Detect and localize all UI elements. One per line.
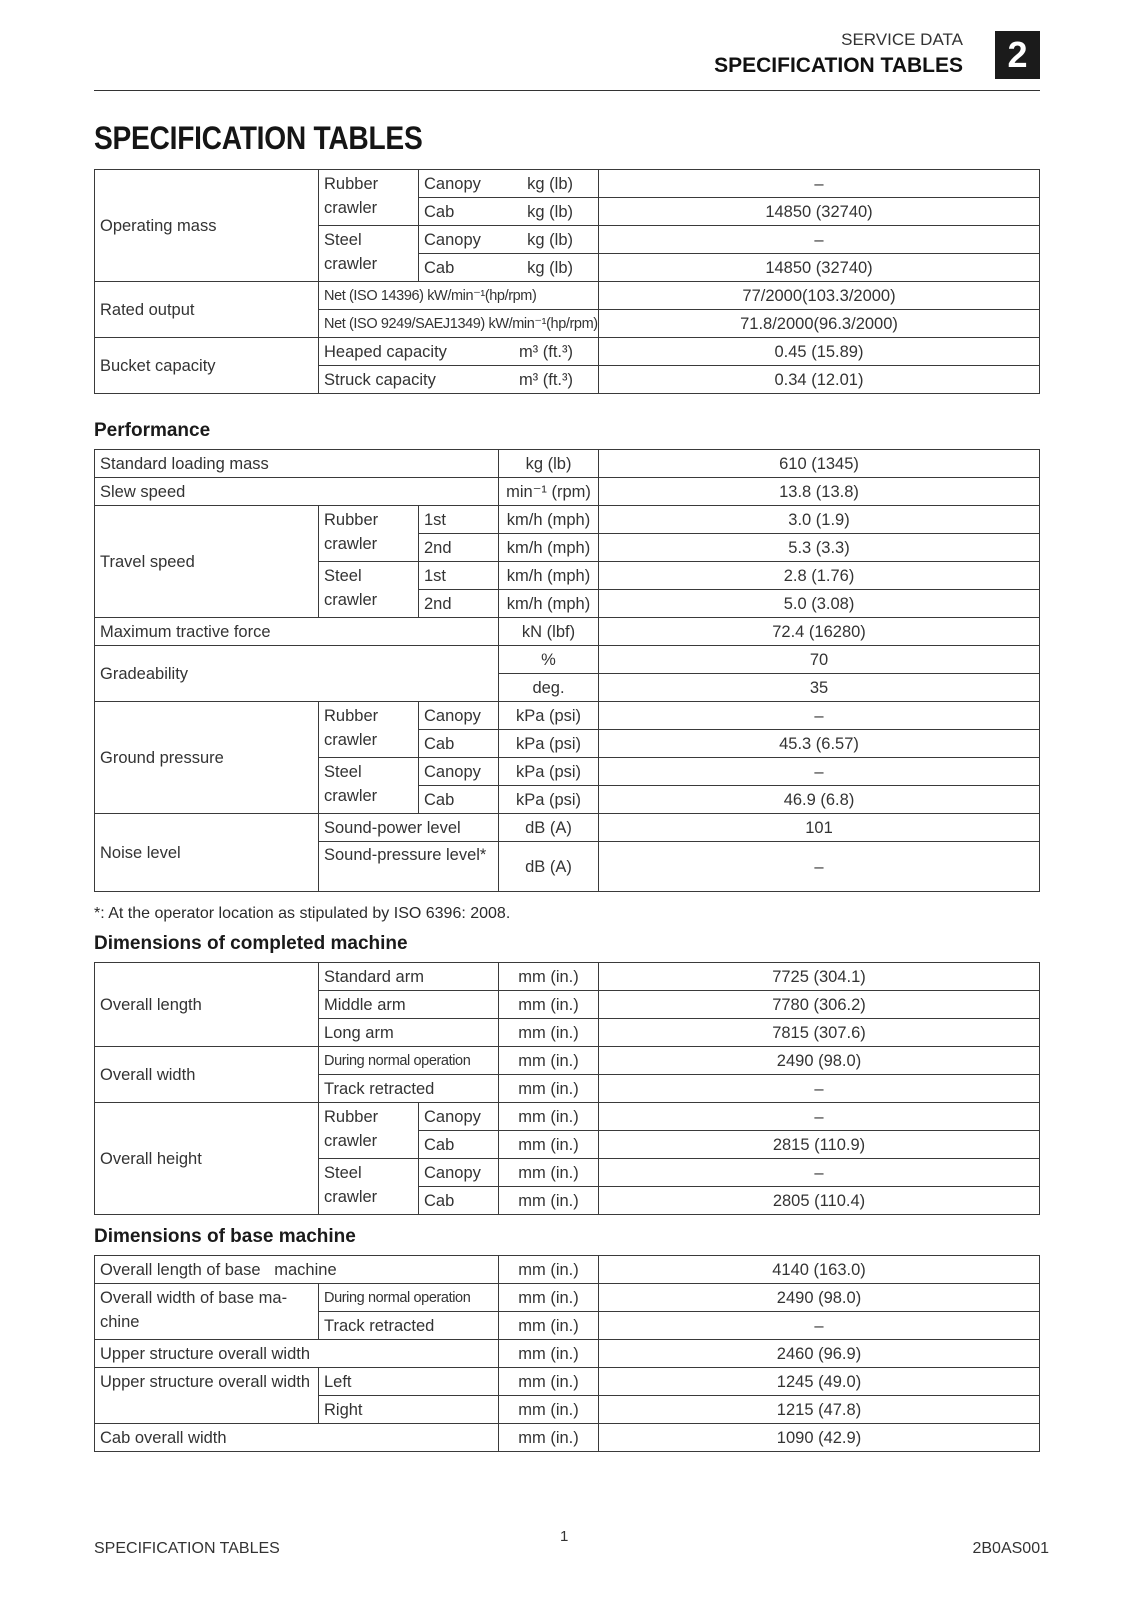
cab-unit-cell: Cab kg (lb) bbox=[419, 254, 599, 282]
width-normal-value: 2490 (98.0) bbox=[599, 1047, 1040, 1075]
width-base-normal-value: 2490 (98.0) bbox=[599, 1284, 1040, 1312]
right-label: Right bbox=[319, 1396, 499, 1424]
rubber-crawler-label: Rubber crawler bbox=[319, 702, 419, 758]
length-base-value: 4140 (163.0) bbox=[599, 1256, 1040, 1284]
operating-mass-label: Operating mass bbox=[95, 170, 319, 282]
mass-steel-canopy-value: – bbox=[599, 226, 1040, 254]
canopy-label: Canopy bbox=[419, 758, 499, 786]
page-number: 1 bbox=[560, 1528, 569, 1545]
struck-capacity-cell: Struck capacity m³ (ft.³) bbox=[319, 366, 599, 394]
header-section-title: SPECIFICATION TABLES bbox=[714, 54, 963, 77]
dims-completed-heading: Dimensions of completed machine bbox=[94, 933, 408, 954]
steel-crawler-label: Steel crawler bbox=[319, 758, 419, 814]
track-retracted-label: Track retracted bbox=[319, 1312, 499, 1340]
during-normal-label: During normal operation bbox=[319, 1284, 499, 1312]
steel-crawler-label: Steel crawler bbox=[319, 562, 419, 618]
unit-cell: kPa (psi) bbox=[499, 758, 599, 786]
width-retracted-value: – bbox=[599, 1075, 1040, 1103]
gp-steel-cab-value: 46.9 (6.8) bbox=[599, 786, 1040, 814]
travel-rubber-1st-value: 3.0 (1.9) bbox=[599, 506, 1040, 534]
rubber-crawler-label: Rubber crawler bbox=[319, 1103, 419, 1159]
sound-pressure-label: Sound-pressure level* bbox=[319, 842, 499, 892]
unit-cell: min⁻¹ (rpm) bbox=[499, 478, 599, 506]
slew-speed-value: 13.8 (13.8) bbox=[599, 478, 1040, 506]
cab-unit-cell: Cab kg (lb) bbox=[419, 198, 599, 226]
travel-steel-1st-value: 2.8 (1.76) bbox=[599, 562, 1040, 590]
rubber-crawler-label: Rubber crawler bbox=[319, 506, 419, 562]
unit-cell: mm (in.) bbox=[499, 1424, 599, 1452]
middle-arm-label: Middle arm bbox=[319, 991, 499, 1019]
during-normal-label: During normal operation bbox=[319, 1047, 499, 1075]
unit-cell: mm (in.) bbox=[499, 1047, 599, 1075]
upper-structure-width-label: Upper structure overall width bbox=[95, 1340, 499, 1368]
rated-output-label: Rated output bbox=[95, 282, 319, 338]
output-iso9249-value: 71.8/2000(96.3/2000) bbox=[599, 310, 1040, 338]
travel-speed-label: Travel speed bbox=[95, 506, 319, 618]
width-base-retracted-value: – bbox=[599, 1312, 1040, 1340]
output-iso14396-value: 77/2000(103.3/2000) bbox=[599, 282, 1040, 310]
unit-cell: kPa (psi) bbox=[499, 730, 599, 758]
max-tractive-force-value: 72.4 (16280) bbox=[599, 618, 1040, 646]
unit-cell: mm (in.) bbox=[499, 1284, 599, 1312]
header-category: SERVICE DATA bbox=[841, 30, 963, 49]
canopy-label: Canopy bbox=[419, 702, 499, 730]
std-loading-mass-label: Standard loading mass bbox=[95, 450, 499, 478]
struck-capacity-value: 0.34 (12.01) bbox=[599, 366, 1040, 394]
track-retracted-label: Track retracted bbox=[319, 1075, 499, 1103]
unit-cell: mm (in.) bbox=[499, 1368, 599, 1396]
performance-table bbox=[94, 449, 1040, 892]
long-arm-label: Long arm bbox=[319, 1019, 499, 1047]
dims-completed-table bbox=[94, 962, 1040, 1215]
header-divider bbox=[94, 90, 1040, 91]
unit-cell: kPa (psi) bbox=[499, 702, 599, 730]
gp-rubber-cab-value: 45.3 (6.57) bbox=[599, 730, 1040, 758]
height-steel-canopy-value: – bbox=[599, 1159, 1040, 1187]
canopy-label: Canopy bbox=[419, 1159, 499, 1187]
cab-overall-width-label: Cab overall width bbox=[95, 1424, 499, 1452]
unit-cell: mm (in.) bbox=[499, 1019, 599, 1047]
unit-cell: km/h (mph) bbox=[499, 534, 599, 562]
upper-left-value: 1245 (49.0) bbox=[599, 1368, 1040, 1396]
unit-cell: km/h (mph) bbox=[499, 562, 599, 590]
unit-cell: mm (in.) bbox=[499, 1312, 599, 1340]
net-iso14396-label: Net (ISO 14396) kW/min⁻¹(hp/rpm) bbox=[319, 282, 599, 310]
cab-label: Cab bbox=[419, 1131, 499, 1159]
height-rubber-canopy-value: – bbox=[599, 1103, 1040, 1131]
unit-cell: kN (lbf) bbox=[499, 618, 599, 646]
canopy-unit-cell: Canopy kg (lb) bbox=[419, 170, 599, 198]
unit-cell: deg. bbox=[499, 674, 599, 702]
dims-base-heading: Dimensions of base machine bbox=[94, 1226, 356, 1247]
upper-structure-width-side-label: Upper structure overall width bbox=[95, 1368, 319, 1424]
footer-section-label: SPECIFICATION TABLES bbox=[94, 1540, 280, 1557]
unit-cell: kPa (psi) bbox=[499, 786, 599, 814]
cab-overall-width-value: 1090 (42.9) bbox=[599, 1424, 1040, 1452]
gradeability-pct-value: 70 bbox=[599, 646, 1040, 674]
slew-speed-label: Slew speed bbox=[95, 478, 499, 506]
gear-1st-label: 1st bbox=[419, 562, 499, 590]
overall-width-base-label: Overall width of base ma-chine bbox=[95, 1284, 319, 1340]
page-title: SPECIFICATION TABLES bbox=[94, 120, 423, 156]
canopy-label: Canopy bbox=[419, 1103, 499, 1131]
upper-structure-width-value: 2460 (96.9) bbox=[599, 1340, 1040, 1368]
unit-cell: mm (in.) bbox=[499, 1131, 599, 1159]
unit-cell: mm (in.) bbox=[499, 963, 599, 991]
upper-right-value: 1215 (47.8) bbox=[599, 1396, 1040, 1424]
travel-rubber-2nd-value: 5.3 (3.3) bbox=[599, 534, 1040, 562]
unit-cell: mm (in.) bbox=[499, 1103, 599, 1131]
unit-cell: kg (lb) bbox=[499, 450, 599, 478]
gradeability-deg-value: 35 bbox=[599, 674, 1040, 702]
unit-cell: mm (in.) bbox=[499, 1159, 599, 1187]
main-spec-table bbox=[94, 169, 1040, 394]
unit-cell: mm (in.) bbox=[499, 991, 599, 1019]
cab-label: Cab bbox=[419, 1187, 499, 1215]
gear-1st-label: 1st bbox=[419, 506, 499, 534]
cab-label: Cab bbox=[419, 730, 499, 758]
gp-steel-canopy-value: – bbox=[599, 758, 1040, 786]
rubber-crawler-label: Rubber crawler bbox=[319, 170, 419, 226]
length-standard-value: 7725 (304.1) bbox=[599, 963, 1040, 991]
unit-cell: dB (A) bbox=[499, 814, 599, 842]
mass-steel-cab-value: 14850 (32740) bbox=[599, 254, 1040, 282]
overall-length-label: Overall length bbox=[95, 963, 319, 1047]
canopy-unit-cell: Canopy kg (lb) bbox=[419, 226, 599, 254]
unit-cell: km/h (mph) bbox=[499, 506, 599, 534]
overall-length-base-label: Overall length of base machine bbox=[95, 1256, 499, 1284]
footnote: *: At the operator location as stipulated by ISO 6396: 2008. bbox=[94, 905, 511, 922]
performance-heading: Performance bbox=[94, 420, 211, 441]
standard-arm-label: Standard arm bbox=[319, 963, 499, 991]
overall-width-label: Overall width bbox=[95, 1047, 319, 1103]
cab-label: Cab bbox=[419, 786, 499, 814]
steel-crawler-label: Steel crawler bbox=[319, 1159, 419, 1215]
overall-height-label: Overall height bbox=[95, 1103, 319, 1215]
travel-steel-2nd-value: 5.0 (3.08) bbox=[599, 590, 1040, 618]
unit-cell: mm (in.) bbox=[499, 1256, 599, 1284]
unit-cell: % bbox=[499, 646, 599, 674]
gp-rubber-canopy-value: – bbox=[599, 702, 1040, 730]
unit-cell: mm (in.) bbox=[499, 1340, 599, 1368]
bucket-capacity-label: Bucket capacity bbox=[95, 338, 319, 394]
sound-power-label: Sound-power level bbox=[319, 814, 499, 842]
heaped-capacity-value: 0.45 (15.89) bbox=[599, 338, 1040, 366]
mass-rubber-canopy-value: – bbox=[599, 170, 1040, 198]
chapter-number-badge: 2 bbox=[995, 31, 1040, 79]
max-tractive-force-label: Maximum tractive force bbox=[95, 618, 499, 646]
gear-2nd-label: 2nd bbox=[419, 590, 499, 618]
gradeability-label: Gradeability bbox=[95, 646, 499, 702]
dims-base-table bbox=[94, 1255, 1040, 1452]
noise-level-label: Noise level bbox=[95, 814, 319, 892]
length-long-value: 7815 (307.6) bbox=[599, 1019, 1040, 1047]
document-code: 2B0AS001 bbox=[972, 1540, 1049, 1557]
left-label: Left bbox=[319, 1368, 499, 1396]
std-loading-mass-value: 610 (1345) bbox=[599, 450, 1040, 478]
net-iso9249-label: Net (ISO 9249/SAEJ1349) kW/min⁻¹(hp/rpm) bbox=[319, 310, 599, 338]
gear-2nd-label: 2nd bbox=[419, 534, 499, 562]
height-rubber-cab-value: 2815 (110.9) bbox=[599, 1131, 1040, 1159]
length-middle-value: 7780 (306.2) bbox=[599, 991, 1040, 1019]
sound-pressure-value: – bbox=[599, 842, 1040, 892]
unit-cell: km/h (mph) bbox=[499, 590, 599, 618]
steel-crawler-label: Steel crawler bbox=[319, 226, 419, 282]
height-steel-cab-value: 2805 (110.4) bbox=[599, 1187, 1040, 1215]
unit-cell: dB (A) bbox=[499, 842, 599, 892]
unit-cell: mm (in.) bbox=[499, 1187, 599, 1215]
mass-rubber-cab-value: 14850 (32740) bbox=[599, 198, 1040, 226]
sound-power-value: 101 bbox=[599, 814, 1040, 842]
unit-cell: mm (in.) bbox=[499, 1075, 599, 1103]
ground-pressure-label: Ground pressure bbox=[95, 702, 319, 814]
heaped-capacity-cell: Heaped capacity m³ (ft.³) bbox=[319, 338, 599, 366]
unit-cell: mm (in.) bbox=[499, 1396, 599, 1424]
